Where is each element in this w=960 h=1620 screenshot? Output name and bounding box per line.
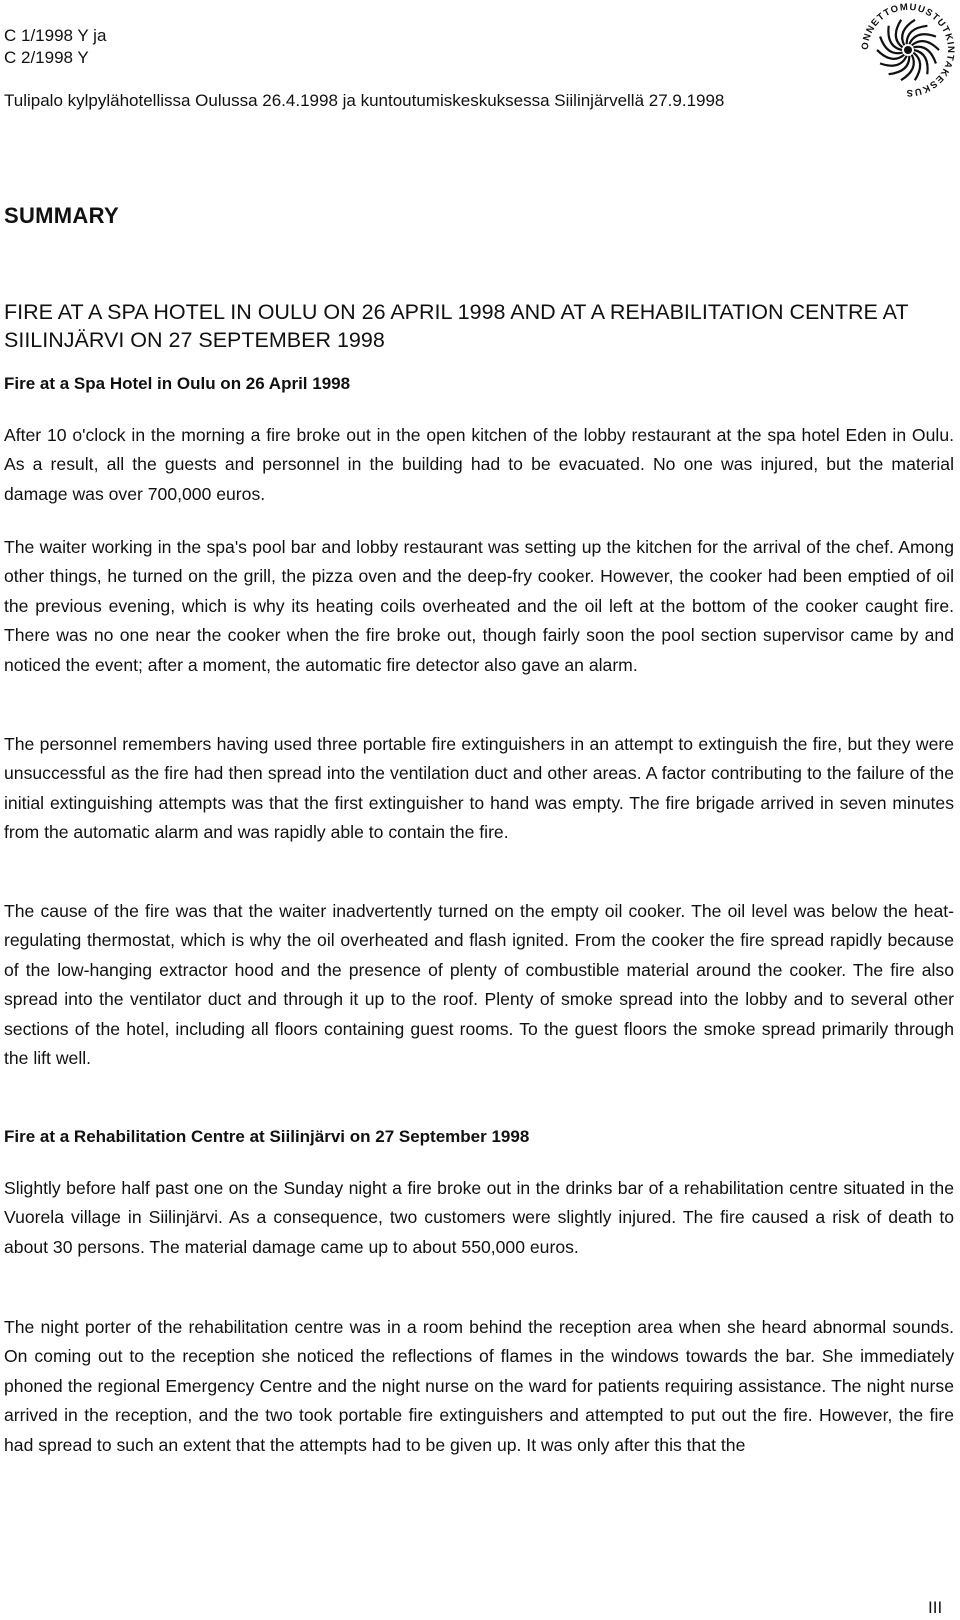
section-heading-siilinjarvi: Fire at a Rehabilitation Centre at Siilinjärvi on 27 September 1998	[4, 1127, 530, 1146]
paragraph-oulu-3: The personnel remembers having used three portable fire extinguishers in an attempt to extinguish the fire, but they were unsuccessful as the fire had then spread into the ventilation duct and other areas. A factor contributing to the failure of the initial extinguishing attempts was that the first extinguisher to hand was empty. The fire brigade arrived in seven minutes from the automatic alarm and was rapidly able to contain the fire.	[4, 734, 954, 843]
report-code-2: C 2/1998 Y	[4, 48, 89, 67]
svg-text:ONNETTOMUUSTUTKINTAKESKUS: ONNETTOMUUSTUTKINTAKESKUS	[859, 1, 957, 99]
paragraph-siilinjarvi-2: The night porter of the rehabilitation centre was in a room behind the reception area when she heard abnormal sounds. On coming out to the reception she noticed the reflections of flames in the windows towards the bar. She immediately phoned the regional Emergency Centre and the night nurse on the ward for patients requiring assistance. The night nurse arrived in the reception, and the two took portable fire extinguishers and attempted to put out the fire. However, the fire had spread to such an extent that the attempts had to be given up. It was only after this that the	[4, 1317, 954, 1455]
section-heading-oulu: Fire at a Spa Hotel in Oulu on 26 April 1998	[4, 374, 351, 393]
paragraph-oulu-4: The cause of the fire was that the waiter inadvertently turned on the empty oil cooker. The oil level was below the heat-regulating thermostat, which is why the oil overheated and flash ignited. From the cooker the fire spread rapidly because of the low-hanging extractor hood and the presence of plenty of combustible material around the cooker. The fire also spread into the ventilator duct and through it up to the roof. Plenty of smoke spread into the lobby and to several other sections of the hotel, including all floors containing guest rooms. To the guest floors the smoke spread primarily through the lift well.	[4, 901, 954, 1069]
page-number: III	[928, 1598, 943, 1617]
agency-logo-seal-icon	[858, 0, 958, 100]
report-subject-line: Tulipalo kylpylähotellissa Oulussa 26.4.1998 ja kuntoutumiskeskuksessa Siilinjärvellä 27.9.1998	[4, 91, 725, 110]
paragraph-oulu-1: After 10 o'clock in the morning a fire broke out in the open kitchen of the lobby restaurant at the spa hotel Eden in Oulu. As a result, all the guests and personnel in the building had to be evacuated. No one was injured, but the material damage was over 700,000 euros.	[4, 425, 954, 504]
document-title: FIRE AT A SPA HOTEL IN OULU ON 26 APRIL 1998 AND AT A REHABILITATION CENTRE AT SIILINJÄRVI ON 27 SEPTEMBER 1998	[4, 300, 909, 352]
report-code-1: C 1/1998 Y ja	[4, 26, 107, 45]
paragraph-siilinjarvi-1: Slightly before half past one on the Sunday night a fire broke out in the drinks bar of a rehabilitation centre situated in the Vuorela village in Siilinjärvi. As a consequence, two customers were slightly injured. The fire caused a risk of death to about 30 persons. The material damage came up to about 550,000 euros.	[4, 1178, 954, 1257]
paragraph-oulu-2: The waiter working in the spa's pool bar and lobby restaurant was setting up the kitchen for the arrival of the chef. Among other things, he turned on the grill, the pizza oven and the deep-fry cooker. However, the cooker had been emptied of oil the previous evening, which is why its heating coils overheated and the oil left at the bottom of the cooker caught fire. There was no one near the cooker when the fire broke out, though fairly soon the pool section supervisor came by and noticed the event; after a moment, the automatic fire detector also gave an alarm.	[4, 537, 954, 675]
summary-heading: SUMMARY	[4, 203, 119, 228]
